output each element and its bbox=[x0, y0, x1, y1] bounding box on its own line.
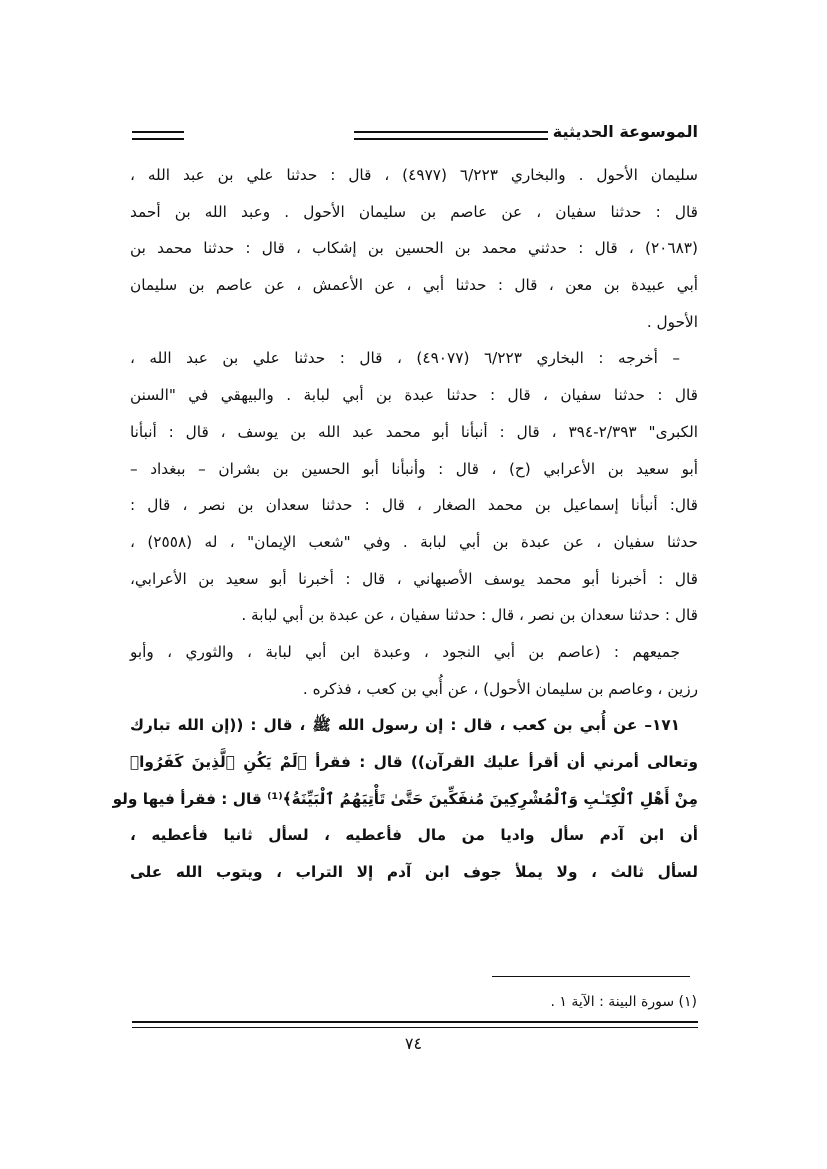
body-line: – أخرجه : البخاري ٦/٢٢٣ (٤٩٠٧٧) ، قال : حدثنا علي بن عبد الله ، bbox=[130, 349, 680, 368]
footnote-separator bbox=[492, 976, 690, 977]
body-line: قال : حدثنا سفيان ، عن عاصم بن سليمان الأحول . وعبد الله بن أحمد bbox=[130, 202, 698, 221]
hadith-line: أن ابن آدم سأل واديا من مال فأعطيه ، لسأل ثانيا فأعطيه ، bbox=[130, 826, 698, 845]
footnote: (١) سورة البينة : الآية ١ . bbox=[550, 994, 697, 1010]
page-body bbox=[112, 157, 698, 891]
body-line: جميعهم : (عاصم بن أبي النجود ، وعبدة ابن أبي لبابة ، والثوري ، وأبو bbox=[130, 642, 680, 661]
body-line: قال : أخبرنا أبو محمد يوسف الأصبهاني ، قال : أخبرنا أبو سعيد بن الأعرابي، bbox=[130, 569, 698, 588]
body-line: (٢٠٦٨٣) ، قال : حدثني محمد بن الحسين بن إشكاب ، قال : حدثنا محمد بن bbox=[130, 239, 698, 258]
body-line: أبو سعيد بن الأعرابي (ح) ، قال : وأنبأنا أبو الحسين بن بشران – ببغداد – bbox=[130, 459, 698, 478]
hadith-line: مِنْ أَهْلِ ٱلْكِتَـٰبِ وَٱلْمُشْرِكِينَ مُنفَكِّينَ حَتَّىٰ تَأْتِيَهُمُ ٱلْبَيِّنَةُ﴾⁽¹⁾ قال : فقرأ فيها ولو bbox=[112, 789, 698, 808]
body-line: قال : حدثنا سعدان بن نصر ، قال : حدثنا سفيان ، عن عبدة بن أبي لبابة . bbox=[241, 606, 698, 625]
header-rule-left bbox=[132, 131, 184, 140]
body-line: قال: أنبأنا إسماعيل بن محمد الصغار ، قال : حدثنا سعدان بن نصر ، قال : bbox=[130, 496, 698, 515]
body-line: حدثنا سفيان ، عن عبدة بن أبي لبابة . وفي "شعب الإيمان" ، له (٢٥٥٨) ، bbox=[130, 532, 698, 551]
hadith-line: لسأل ثالث ، ولا يملأ جوف ابن آدم إلا التراب ، ويتوب الله على bbox=[130, 863, 698, 882]
page-bottom-rule bbox=[132, 1021, 698, 1028]
page-header bbox=[132, 122, 698, 152]
body-line: الكبرى" ٢/٣٩٣-٣٩٤ ، قال : أنبأنا أبو محمد عبد الله بن يوسف ، قال : أنبأنا bbox=[130, 422, 698, 441]
hadith-line: وتعالى أمرني أن أقرأ عليك القرآن)) قال : فقرأ ﴿لَمْ يَكُنِ ٱلَّذِينَ كَفَرُوا۟ bbox=[130, 753, 698, 771]
header-title: الموسوعة الحديثية bbox=[552, 122, 698, 141]
body-line: قال : حدثنا سفيان ، قال : حدثنا عبدة بن أبي لبابة . والبيهقي في "السنن bbox=[130, 386, 698, 405]
hadith-line: ١٧١– عن أُبي بن كعب ، قال : إن رسول الله ﷺ ، قال : ((إن الله تبارك bbox=[130, 716, 680, 735]
body-line: الأحول . bbox=[646, 312, 698, 331]
body-line: سليمان الأحول . والبخاري ٦/٢٢٣ (٤٩٧٧) ، قال : حدثنا علي بن عبد الله ، bbox=[130, 166, 698, 184]
page-number: ٧٤ bbox=[404, 1034, 423, 1053]
body-line: رزين ، وعاصم بن سليمان الأحول) ، عن أُبي بن كعب ، فذكره . bbox=[302, 679, 698, 698]
body-line: أبي عبيدة بن معن ، قال : حدثنا أبي ، عن الأعمش ، عن عاصم بن سليمان bbox=[130, 276, 698, 295]
header-rule-right bbox=[354, 131, 548, 140]
